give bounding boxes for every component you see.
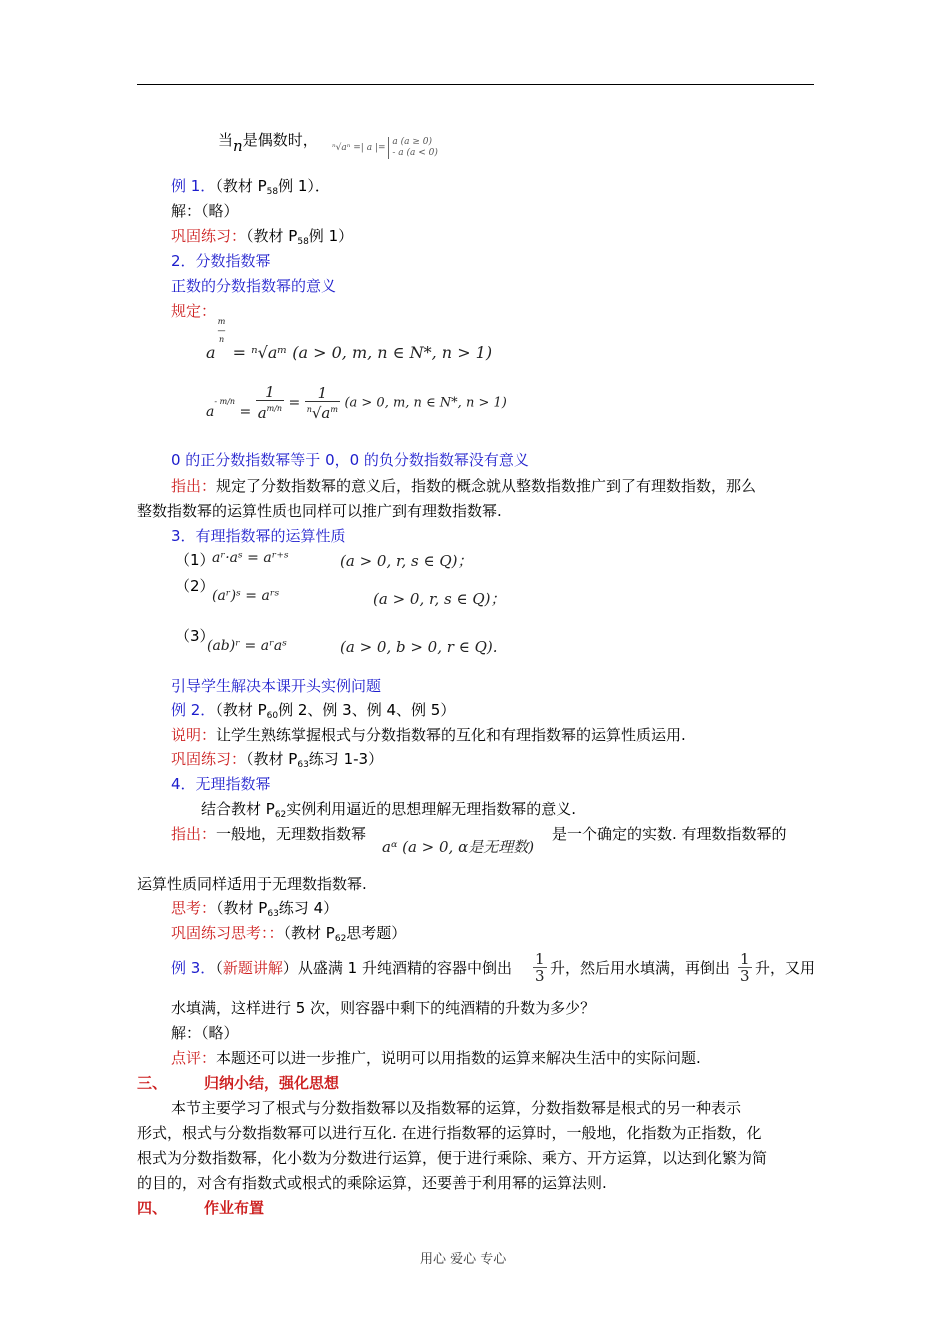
header-rule [137,84,814,85]
example-1-page: 58 [266,187,279,197]
rule-label: 规定： [171,302,217,320]
think-text2: 练习 4） [278,899,339,917]
formula-positive-fraction [206,317,493,363]
think-practice-label: 巩固练习思考：： [171,924,284,942]
page-footer: 用心 爱心 专心 [420,1252,507,1267]
note-2 [171,725,686,745]
think-page: 63 [267,909,279,919]
example-1-label: 例 1． [171,177,216,195]
property-1-formula: aʳ·aˢ = aʳ⁺ˢ [212,550,289,566]
note-2-text: 让学生熟练掌握根式与分数指数幂的互化和有理指数幂的运算性质运用. [216,726,686,744]
comment-label: 点评： [171,1049,217,1067]
practice-1-text: （教材 P [246,227,298,245]
example-3 [171,958,512,978]
irrational-intro [201,799,576,825]
example-1-text: （教材 P [215,177,267,195]
irrational-intro-page: 62 [274,810,287,820]
note-2-label: 说明： [171,726,217,744]
practice-2-page: 63 [297,760,309,770]
think-practice-page: 62 [334,934,347,944]
example-3-text-c: 升，又用 [755,959,816,977]
practice-2-text2: 练习 1-3） [308,750,384,768]
fraction-2-num: 1 [740,950,750,968]
practice-1-page: 58 [297,237,309,247]
comment-text: 本题还可以进一步推广，说明可以用指数的运算来解决生活中的实际问题. [216,1049,701,1067]
guide-line: 引导学生解决本课开头实例问题 [171,677,382,695]
formula1-rhs: = ⁿ√aᵐ (a > 0, m, n ∈ N*, n > 1) [232,343,493,362]
section-3-title: 归纳小结，强化思想 [204,1074,340,1092]
practice-1 [171,226,353,252]
irrational-power-formula: aᵅ (a > 0, α是无理数) [382,838,535,856]
example-2 [171,700,455,726]
property-1-condition: (a > 0, r, s ∈ Q)； [340,552,473,570]
abs-case-top: a (a ≥ 0) [392,137,432,147]
point-2-text-a: 一般地，无理数指数幂 [216,825,367,843]
example-3-tag: 新题讲解 [222,959,283,977]
formula2-frac-1: $\frac{1}{a^{m/n}}$ [257,383,283,422]
think [171,898,338,924]
think-label: 思考： [171,899,217,917]
heading-irrational: 4．无理指数幂 [171,775,271,793]
example-3-fraction-1 [533,951,547,984]
summary-line-1: 本节主要学习了根式与分数指数幂以及指数幂的运算，分数指数幂是根式的另一种表示 [171,1099,742,1117]
formula2-condition: (a > 0, m, n ∈ N*, n > 1) [344,395,507,411]
property-2 [175,576,215,596]
practice-1-label: 巩固练习： [171,227,247,245]
practice-2 [171,749,383,775]
example-2-text: （教材 P [215,701,267,719]
example-3-fraction-2 [738,951,752,984]
think-practice-text: （教材 P [283,924,335,942]
point-2-line2: 运算性质同样适用于无理数指数幂. [137,875,367,893]
heading-rational-properties: 3．有理指数幂的运算性质 [171,527,346,545]
zero-note: 0 的正分数指数幂等于 0，0 的负分数指数幂没有意义 [171,451,529,469]
example-2-label: 例 2． [171,701,216,719]
point-1-line1: 规定了分数指数幂的意义后，指数的概念就从整数指数推广到了有理数指数，那么 [216,477,757,495]
point-2-label: 指出： [171,825,217,843]
property-2-condition: (a > 0, r, s ∈ Q)； [373,590,506,608]
point-2-text-b: 是一个确定的实数. 有理数指数幂的 [552,825,787,843]
solution-3: 解：（略） [171,1024,239,1042]
point-1 [171,476,756,496]
property-2-no: （2） [175,577,215,595]
property-1 [175,550,215,570]
practice-2-text: （教材 P [246,750,298,768]
example-3-label: 例 3． [171,959,216,977]
even-n-line [218,130,318,155]
summary-line-2: 形式，根式与分数指数幂可以进行互化. 在进行指数幂的运算时，一般地，化指数为正指数，化 [137,1124,762,1142]
fraction-1-den: 3 [535,967,545,985]
irrational-intro-text2: 实例利用逼近的思想理解无理指数幂的意义. [286,800,577,818]
property-1-no: （1） [175,551,215,569]
section-4-number: 四、 [137,1199,168,1217]
example-3-line2: 水填满，这样进行 5 次，则容器中剩下的纯酒精的升数为多少？ [171,999,596,1017]
subheading-meaning: 正数的分数指数幂的意义 [171,277,337,295]
example-1 [171,176,330,202]
abs-cases [388,137,438,159]
fraction-2-den: 3 [740,967,750,985]
solution-1: 解：（略） [171,202,239,220]
practice-1-text2: 例 1） [308,227,354,245]
example-2-text2: 例 2、例 3、例 4、例 5） [278,701,456,719]
example-3-paren-close: ） [282,959,298,977]
fraction-1-num: 1 [535,950,545,968]
property-2-formula: (aʳ)ˢ = aʳˢ [212,588,280,604]
text-dang: 当 [218,131,234,149]
abs-lhs: ⁿ√aⁿ =| a |= [332,143,386,153]
think-text: （教材 P [216,899,268,917]
summary-line-3: 根式为分数指数幂，化小数为分数进行运算，便于进行乘除、乘方、开方运算，以达到化繁为简 [137,1149,768,1167]
summary-line-4: 的目的，对含有指数式或根式的乘除运算，还要善于利用幂的运算法则. [137,1174,607,1192]
property-3-condition: (a > 0, b > 0, r ∈ Q). [340,638,498,656]
formula-negative-fraction: $a^{- m/n}$ = $\frac{1}{a^{m/n}}$ = $\frac{1}{^n√a^m}$ (a > 0, m, n ∈ N*, n > 1) [206,383,507,422]
example-3-text-a: 从盛满 1 升纯酒精的容器中倒出 [297,959,512,977]
formula1-base: a [206,343,216,362]
think-practice [171,923,406,949]
example-1-text2: 例 1）． [278,177,330,195]
section-4-title: 作业布置 [204,1199,265,1217]
point-2 [171,824,366,844]
abs-value-formula [332,137,438,159]
var-n: n [233,137,243,155]
abs-case-bottom: - a (a < 0) [392,148,438,158]
heading-fractional-exponent: 2．分数指数幂 [171,252,271,270]
section-3-number: 三、 [137,1074,168,1092]
point-1-line2: 整数指数幂的运算性质也同样可以推广到有理数指数幂. [137,502,502,520]
example-3-text-b: 升，然后用水填满，再倒出 [550,959,731,977]
think-practice-text2: 思考题） [346,924,407,942]
irrational-intro-text: 结合教材 P [201,800,275,818]
text-even: 是偶数时， [242,131,318,149]
example-3-paren-open: （ [215,959,223,977]
practice-2-label: 巩固练习： [171,750,247,768]
example-2-page: 60 [266,711,279,721]
property-3-no: （3） [175,627,215,645]
formula1-exponent: m — n [217,317,226,344]
comment [171,1048,701,1068]
property-3-formula: (ab)ʳ = aʳaˢ [207,638,287,654]
point-1-label: 指出： [171,477,217,495]
formula2-frac-2: $\frac{1}{^n√a^m}$ [306,383,338,422]
formula2-lhs: $a^{- m/n}$ = [206,396,252,420]
